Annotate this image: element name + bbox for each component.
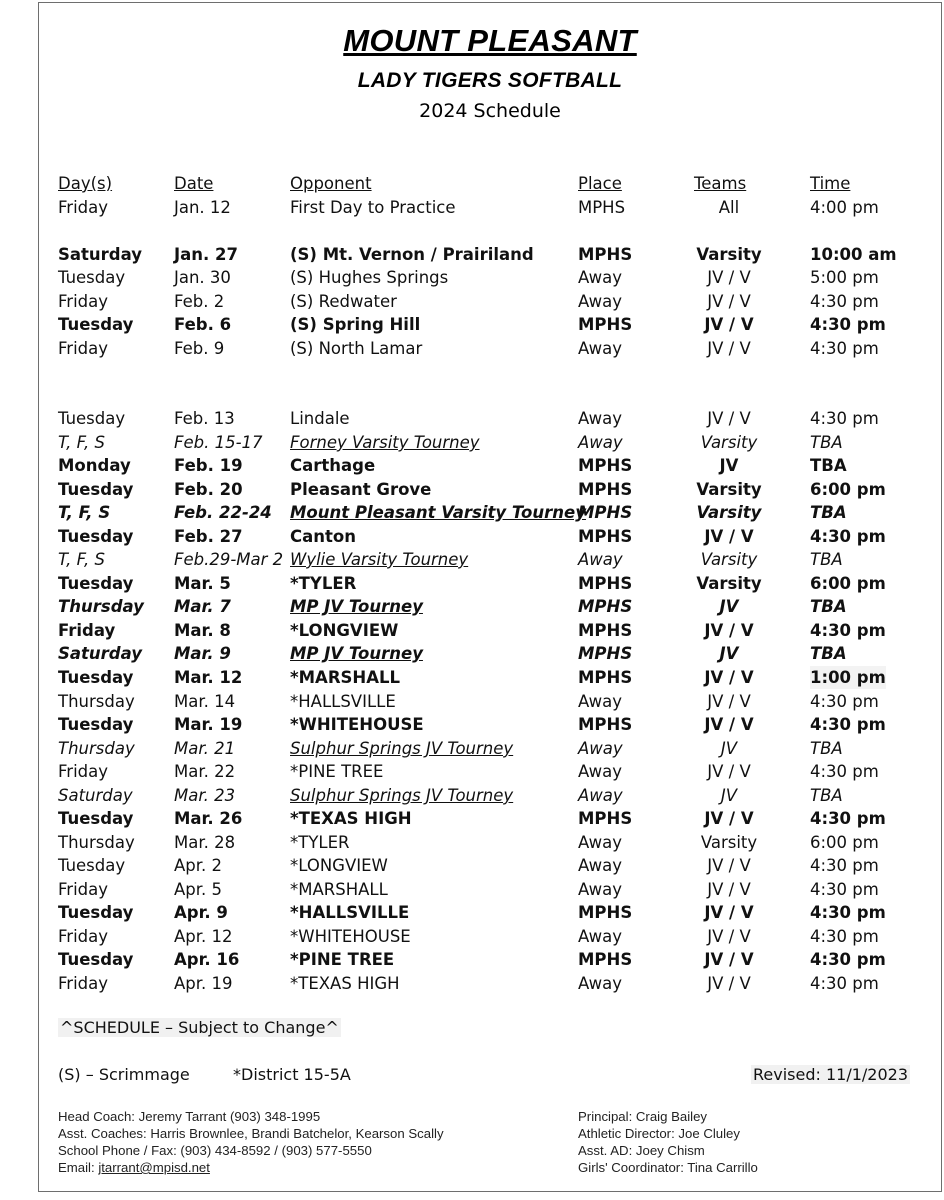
time-cell: TBA (810, 503, 847, 522)
email-line (58, 1159, 444, 1176)
table-row (39, 690, 941, 713)
place-cell: MPHS (578, 668, 633, 687)
date-cell: Mar. 28 (174, 833, 236, 852)
table-row (39, 313, 941, 336)
day-cell: Tuesday (58, 409, 126, 428)
date-cell: Feb. 13 (174, 409, 235, 428)
teams-cell: JV / V (707, 974, 751, 993)
time-cell: 6:00 pm (810, 574, 886, 593)
time-cell: 4:30 pm (810, 880, 879, 899)
opponent-cell: Sulphur Springs JV Tourney (290, 786, 514, 805)
date-cell: Mar. 9 (174, 644, 231, 663)
column-headers (39, 172, 941, 195)
date-cell: Apr. 5 (174, 880, 223, 899)
teams-cell: JV / V (704, 950, 754, 969)
time-cell: 4:00 pm (810, 198, 879, 217)
teams-cell: Varsity (696, 503, 762, 522)
team-title: LADY TIGERS SOFTBALL (357, 69, 623, 92)
time-cell: 4:30 pm (810, 974, 879, 993)
opponent-cell: (S) Redwater (290, 292, 397, 311)
day-cell: Tuesday (58, 480, 134, 499)
day-cell: Friday (58, 762, 109, 781)
teams-cell: JV (719, 644, 739, 663)
table-row (39, 807, 941, 830)
place-cell: Away (578, 433, 623, 452)
place-cell: MPHS (578, 245, 633, 264)
day-cell: Monday (58, 456, 131, 475)
head-coach: Head Coach: Jeremy Tarrant (903) 348-1995 (58, 1109, 321, 1124)
opponent-cell: (S) Spring Hill (290, 315, 421, 334)
date-cell: Jan. 30 (174, 268, 231, 287)
athletic-director: Athletic Director: Joe Cluley (578, 1126, 740, 1141)
time-cell: TBA (810, 739, 843, 758)
asst-coaches: Asst. Coaches: Harris Brownlee, Brandi Batchelor, Kearson Scally (58, 1126, 444, 1141)
header-opponent: Opponent (290, 174, 372, 193)
date-cell: Apr. 2 (174, 856, 223, 875)
opponent-cell: *WHITEHOUSE (290, 927, 411, 946)
day-cell: T, F, S (58, 433, 105, 452)
opponent-cell: *MARSHALL (290, 880, 388, 899)
date-cell: Jan. 12 (174, 198, 231, 217)
opponent-cell: (S) Hughes Springs (290, 268, 449, 287)
day-cell: Tuesday (58, 809, 134, 828)
teams-cell: Varsity (700, 833, 758, 852)
table-row (39, 501, 941, 524)
table-row (39, 196, 941, 219)
day-cell: Thursday (58, 692, 135, 711)
day-cell: Thursday (58, 597, 144, 616)
date-cell: Mar. 22 (174, 762, 236, 781)
table-row (39, 243, 941, 266)
teams-cell: JV / V (707, 339, 751, 358)
time-cell: 4:30 pm (810, 950, 886, 969)
time-cell: TBA (810, 550, 843, 569)
date-cell: Feb. 22-24 (174, 503, 272, 522)
teams-cell: JV / V (707, 692, 751, 711)
opponent-cell: *LONGVIEW (290, 856, 388, 875)
teams-cell: Varsity (700, 550, 758, 569)
district-legend: *District 15-5A (233, 1065, 351, 1084)
opponent-cell: (S) North Lamar (290, 339, 423, 358)
email-link[interactable]: jtarrant@mpisd.net (98, 1160, 210, 1175)
day-cell: Friday (58, 292, 109, 311)
admin-contacts (578, 1108, 758, 1176)
time-cell: 4:30 pm (810, 856, 879, 875)
place-cell: Away (578, 268, 622, 287)
table-row (39, 784, 941, 807)
revised-date: Revised: 11/1/2023 (753, 1065, 909, 1084)
day-cell: Saturday (58, 786, 133, 805)
date-cell: Mar. 8 (174, 621, 231, 640)
table-row (39, 925, 941, 948)
table-row (39, 572, 941, 595)
header-day: Day(s) (58, 174, 113, 193)
table-row (39, 854, 941, 877)
date-cell: Jan. 27 (174, 245, 238, 264)
opponent-cell: Sulphur Springs JV Tourney (290, 739, 514, 758)
day-cell: T, F, S (58, 503, 111, 522)
table-row (39, 972, 941, 995)
opponent-cell: Carthage (290, 456, 376, 475)
place-cell: MPHS (578, 198, 626, 217)
time-cell: 4:30 pm (810, 409, 879, 428)
school-title: MOUNT PLEASANT (343, 23, 637, 58)
date-cell: Feb.29-Mar 2 (174, 550, 284, 569)
table-row (39, 737, 941, 760)
opponent-cell: (S) Mt. Vernon / Prairiland (290, 245, 534, 264)
place-cell: MPHS (578, 480, 633, 499)
teams-cell: Varsity (696, 480, 762, 499)
table-row (39, 525, 941, 548)
time-cell: 4:30 pm (810, 927, 879, 946)
opponent-cell: *WHITEHOUSE (290, 715, 424, 734)
time-cell: 4:30 pm (810, 621, 886, 640)
day-cell: Tuesday (58, 950, 134, 969)
schedule-year: 2024 Schedule (419, 100, 561, 122)
date-cell: Apr. 9 (174, 903, 228, 922)
day-cell: Tuesday (58, 527, 134, 546)
day-cell: Tuesday (58, 668, 134, 687)
teams-cell: JV / V (704, 903, 754, 922)
day-cell: Friday (58, 621, 116, 640)
teams-cell: JV (719, 456, 739, 475)
date-cell: Feb. 9 (174, 339, 225, 358)
place-cell: Away (578, 739, 623, 758)
time-cell: TBA (810, 644, 847, 663)
table-row (39, 878, 941, 901)
date-cell: Feb. 2 (174, 292, 225, 311)
day-cell: Friday (58, 198, 109, 217)
day-cell: Tuesday (58, 315, 134, 334)
place-cell: Away (578, 550, 623, 569)
place-cell: Away (578, 692, 622, 711)
opponent-cell: *TEXAS HIGH (290, 809, 412, 828)
day-cell: Thursday (58, 833, 135, 852)
opponent-cell: *HALLSVILLE (290, 692, 396, 711)
teams-cell: Varsity (696, 245, 762, 264)
principal: Principal: Craig Bailey (578, 1109, 707, 1124)
place-cell: Away (578, 927, 622, 946)
opponent-cell: *TEXAS HIGH (290, 974, 400, 993)
date-cell: Apr. 19 (174, 974, 233, 993)
teams-cell: JV / V (707, 880, 751, 899)
teams-cell: JV / V (707, 927, 751, 946)
place-cell: Away (578, 974, 622, 993)
table-row (39, 266, 941, 289)
place-cell: MPHS (578, 621, 633, 640)
teams-cell: JV / V (704, 668, 754, 687)
teams-cell: JV / V (707, 856, 751, 875)
day-cell: Friday (58, 974, 109, 993)
time-cell: 4:30 pm (810, 762, 879, 781)
table-row (39, 337, 941, 360)
opponent-cell: Canton (290, 527, 356, 546)
coach-contacts (58, 1108, 444, 1176)
teams-cell: JV (719, 597, 739, 616)
place-cell: MPHS (578, 644, 633, 663)
day-cell: Tuesday (58, 856, 126, 875)
date-cell: Feb. 6 (174, 315, 232, 334)
table-row (39, 666, 941, 689)
date-cell: Mar. 12 (174, 668, 243, 687)
teams-cell: JV (720, 786, 738, 805)
day-cell: Tuesday (58, 574, 134, 593)
schedule-page (38, 2, 942, 1192)
place-cell: Away (578, 833, 622, 852)
time-cell: 5:00 pm (810, 268, 879, 287)
table-row (39, 948, 941, 971)
time-cell: 4:30 pm (810, 715, 886, 734)
opponent-cell: *PINE TREE (290, 950, 395, 969)
day-cell: Tuesday (58, 268, 126, 287)
time-cell: 1:00 pm (810, 668, 886, 687)
table-row (39, 431, 941, 454)
date-cell: Mar. 7 (174, 597, 231, 616)
opponent-cell: Forney Varsity Tourney (290, 433, 480, 452)
teams-cell: Varsity (700, 433, 758, 452)
date-cell: Mar. 26 (174, 809, 243, 828)
time-cell: 6:00 pm (810, 833, 879, 852)
day-cell: Friday (58, 927, 109, 946)
date-cell: Mar. 23 (174, 786, 236, 805)
table-row (39, 548, 941, 571)
time-cell: TBA (810, 456, 847, 475)
time-cell: 4:30 pm (810, 809, 886, 828)
day-cell: Thursday (58, 739, 135, 758)
table-row (39, 595, 941, 618)
email-label: Email: (58, 1160, 99, 1175)
opponent-cell: *HALLSVILLE (290, 903, 410, 922)
date-cell: Feb. 27 (174, 527, 243, 546)
place-cell: Away (578, 762, 622, 781)
table-row (39, 290, 941, 313)
place-cell: Away (578, 292, 622, 311)
table-row (39, 478, 941, 501)
opponent-cell: Wylie Varsity Tourney (290, 550, 469, 569)
date-cell: Apr. 16 (174, 950, 240, 969)
header-teams: Teams (694, 174, 747, 193)
date-cell: Feb. 15-17 (174, 433, 263, 452)
opponent-cell: *TYLER (290, 833, 350, 852)
date-cell: Apr. 12 (174, 927, 233, 946)
time-cell: 4:30 pm (810, 315, 886, 334)
date-cell: Mar. 19 (174, 715, 243, 734)
place-cell: MPHS (578, 574, 633, 593)
table-row (39, 642, 941, 665)
place-cell: MPHS (578, 715, 633, 734)
date-cell: Feb. 19 (174, 456, 243, 475)
time-cell: 4:30 pm (810, 339, 879, 358)
opponent-cell: First Day to Practice (290, 198, 456, 217)
header-place: Place (578, 174, 622, 193)
day-cell: Friday (58, 339, 109, 358)
school-phone-fax: School Phone / Fax: (903) 434-8592 / (903) 577-5550 (58, 1143, 372, 1158)
date-cell: Mar. 14 (174, 692, 236, 711)
time-cell: 6:00 pm (810, 480, 886, 499)
table-row (39, 901, 941, 924)
place-cell: MPHS (578, 903, 633, 922)
time-cell: 4:30 pm (810, 527, 886, 546)
time-cell: 4:30 pm (810, 292, 879, 311)
table-row (39, 454, 941, 477)
day-cell: Saturday (58, 245, 142, 264)
opponent-cell: MP JV Tourney (290, 597, 423, 616)
date-cell: Mar. 5 (174, 574, 231, 593)
teams-cell: JV / V (707, 268, 751, 287)
opponent-cell: Lindale (290, 409, 350, 428)
place-cell: MPHS (578, 527, 633, 546)
day-cell: Tuesday (58, 903, 134, 922)
place-cell: MPHS (578, 950, 633, 969)
table-row (39, 713, 941, 736)
subject-to-change-note: ^SCHEDULE – Subject to Change^ (60, 1018, 339, 1037)
teams-cell: JV (720, 739, 738, 758)
girls-coordinator: Girls' Coordinator: Tina Carrillo (578, 1160, 758, 1175)
teams-cell: JV / V (704, 527, 754, 546)
day-cell: T, F, S (58, 550, 105, 569)
opponent-cell: *PINE TREE (290, 762, 384, 781)
teams-cell: Varsity (696, 574, 762, 593)
time-cell: TBA (810, 786, 843, 805)
place-cell: Away (578, 339, 622, 358)
opponent-cell: *MARSHALL (290, 668, 401, 687)
day-cell: Friday (58, 880, 109, 899)
time-cell: TBA (810, 597, 847, 616)
teams-cell: JV / V (704, 621, 754, 640)
place-cell: MPHS (578, 503, 633, 522)
table-row (39, 760, 941, 783)
day-cell: Tuesday (58, 715, 134, 734)
place-cell: Away (578, 409, 622, 428)
time-cell: 10:00 am (810, 245, 897, 264)
scrimmage-legend: (S) – Scrimmage (58, 1065, 190, 1084)
time-cell: TBA (810, 433, 843, 452)
opponent-cell: *LONGVIEW (290, 621, 399, 640)
place-cell: MPHS (578, 809, 633, 828)
teams-cell: JV / V (707, 292, 751, 311)
teams-cell: JV / V (707, 762, 751, 781)
time-cell: 4:30 pm (810, 692, 879, 711)
opponent-cell: MP JV Tourney (290, 644, 423, 663)
table-row (39, 407, 941, 430)
table-row (39, 831, 941, 854)
time-cell: 4:30 pm (810, 903, 886, 922)
opponent-cell: Mount Pleasant Varsity Tourney (290, 503, 586, 522)
teams-cell: JV / V (704, 715, 754, 734)
asst-ad: Asst. AD: Joey Chism (578, 1143, 705, 1158)
place-cell: Away (578, 786, 623, 805)
opponent-cell: *TYLER (290, 574, 357, 593)
teams-cell: JV / V (707, 409, 751, 428)
place-cell: MPHS (578, 597, 633, 616)
opponent-cell: Pleasant Grove (290, 480, 432, 499)
date-cell: Mar. 21 (174, 739, 236, 758)
place-cell: MPHS (578, 315, 633, 334)
day-cell: Saturday (58, 644, 142, 663)
table-row (39, 619, 941, 642)
date-cell: Feb. 20 (174, 480, 243, 499)
place-cell: MPHS (578, 456, 633, 475)
place-cell: Away (578, 880, 622, 899)
teams-cell: All (718, 198, 740, 217)
header-date: Date (174, 174, 214, 193)
teams-cell: JV / V (704, 315, 754, 334)
teams-cell: JV / V (704, 809, 754, 828)
header-time: Time (810, 174, 851, 193)
place-cell: Away (578, 856, 622, 875)
